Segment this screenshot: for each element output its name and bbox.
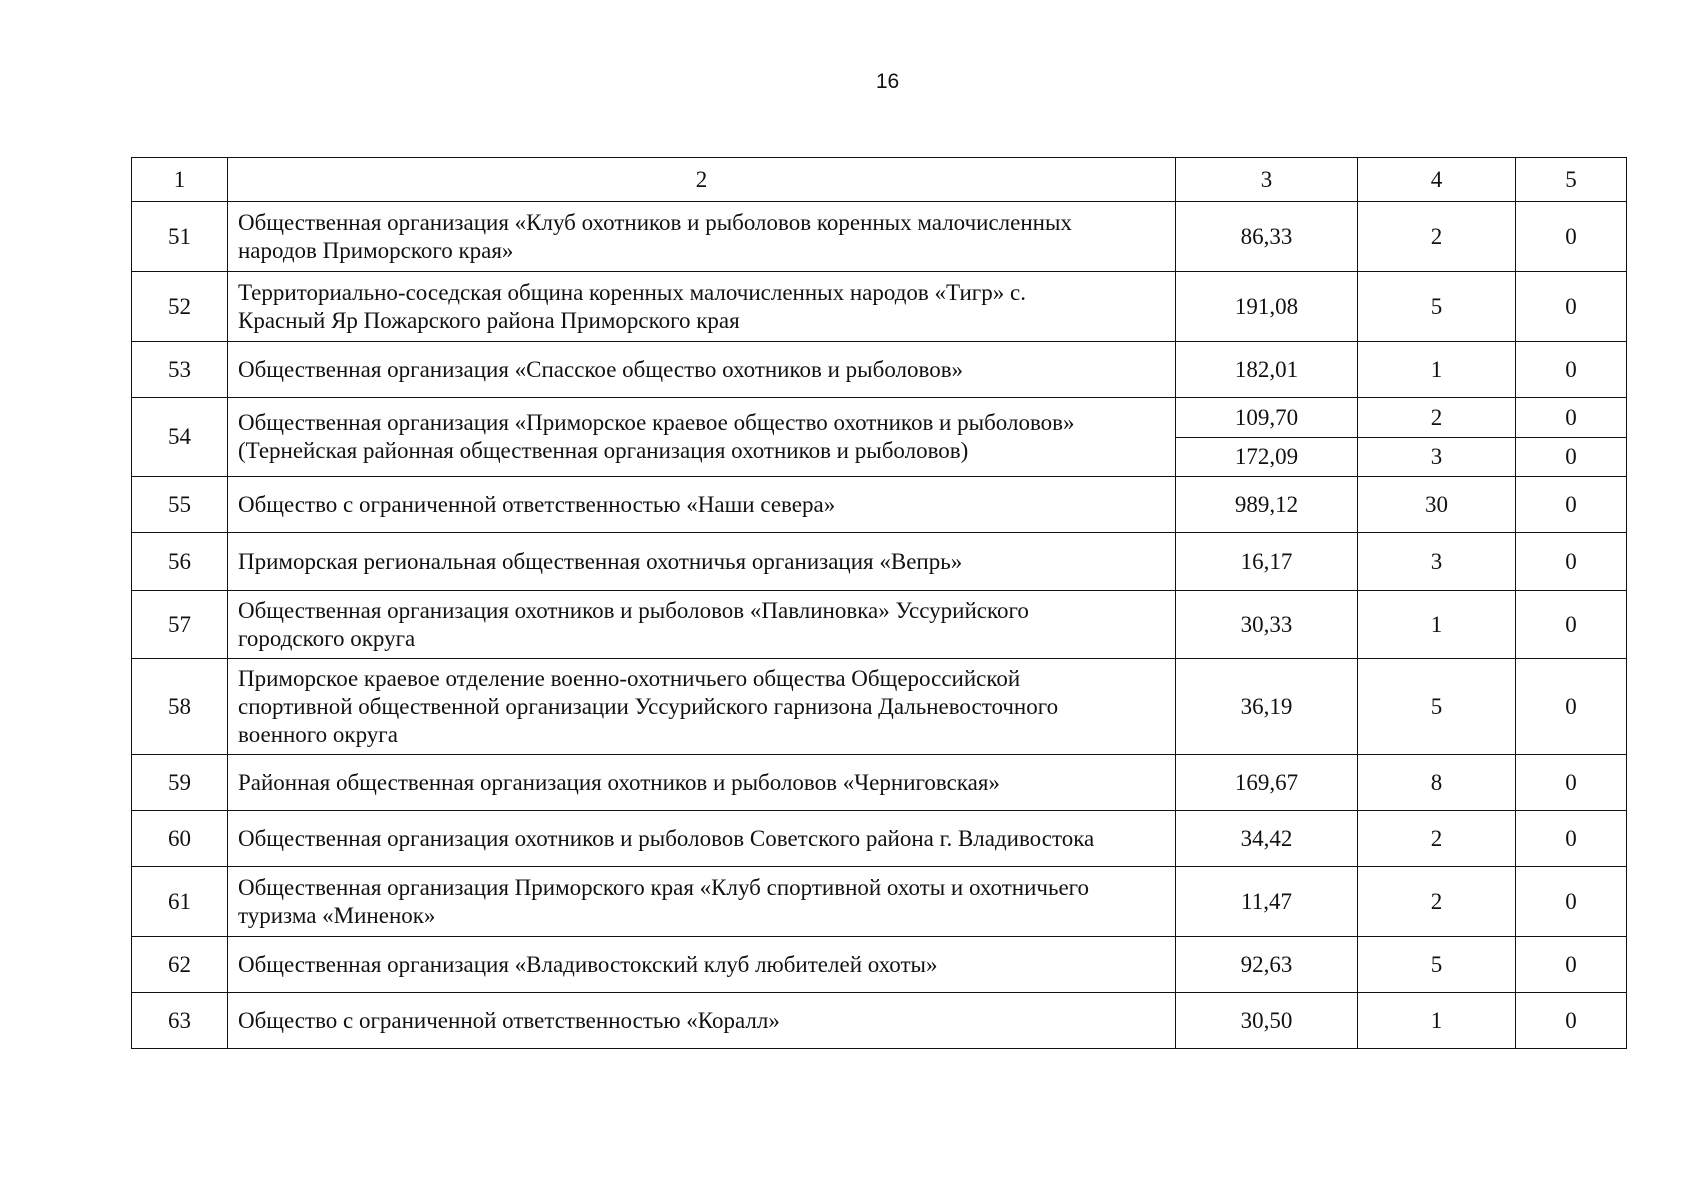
- table-row: [132, 342, 1627, 398]
- header-col-5: 5: [1516, 158, 1627, 202]
- organization-name-line: (Тернейская районная общественная организация охотников и рыболовов): [238, 438, 969, 463]
- organization-name: [228, 591, 1176, 659]
- table-row: [132, 993, 1627, 1049]
- organizations-table: [131, 157, 1627, 1049]
- col5-value: 0: [1516, 342, 1627, 398]
- organization-name-line: туризма «Миненок»: [238, 902, 436, 928]
- col5-value: 0: [1516, 398, 1627, 438]
- organization-name-line: Общественная организация «Спасское общество охотников и рыболовов»: [238, 356, 964, 382]
- organization-name: [228, 398, 1176, 477]
- col4-value: 2: [1358, 202, 1516, 272]
- col4-value: 1: [1358, 342, 1516, 398]
- organization-name-line: Общество с ограниченной ответственностью «Коралл»: [238, 1007, 780, 1033]
- header-col-3: 3: [1176, 158, 1358, 202]
- table-row: [132, 477, 1627, 533]
- col4-value: 2: [1358, 811, 1516, 867]
- table-row: [132, 202, 1627, 272]
- row-number: 57: [132, 591, 228, 659]
- col4-value: 3: [1358, 438, 1516, 477]
- organization-name-line: Общество с ограниченной ответственностью «Наши севера»: [238, 491, 836, 517]
- table-row: [132, 755, 1627, 811]
- col4-value: 5: [1358, 659, 1516, 755]
- col3-value: 16,17: [1176, 533, 1358, 591]
- row-number: 52: [132, 272, 228, 342]
- col4-value: 5: [1358, 272, 1516, 342]
- col5-value: 0: [1516, 993, 1627, 1049]
- row-number: 55: [132, 477, 228, 533]
- col5-value: 0: [1516, 591, 1627, 659]
- row-number: 60: [132, 811, 228, 867]
- table-header-row: [132, 158, 1627, 202]
- organization-name-line: Общественная организация охотников и рыболовов Советского района г. Владивостока: [238, 825, 1095, 851]
- col3-value: 86,33: [1176, 202, 1358, 272]
- table-row: [132, 811, 1627, 867]
- col3-value: 30,33: [1176, 591, 1358, 659]
- organization-name: [228, 477, 1176, 533]
- organization-name: [228, 755, 1176, 811]
- col4-value: 8: [1358, 755, 1516, 811]
- organization-name: [228, 533, 1176, 591]
- organization-name-line: Красный Яр Пожарского района Приморского края: [238, 307, 740, 333]
- organization-name: [228, 811, 1176, 867]
- col3-value: 182,01: [1176, 342, 1358, 398]
- organization-name: [228, 342, 1176, 398]
- organization-name-line: Приморское краевое отделение военно-охотничьего общества Общероссийской: [238, 665, 1021, 691]
- table-row: [132, 591, 1627, 659]
- col3-value: 172,09: [1176, 438, 1358, 477]
- col5-value: 0: [1516, 438, 1627, 477]
- organization-name-line: Общественная организация «Клуб охотников и рыболовов коренных малочисленных: [238, 209, 1072, 235]
- table-row: [132, 533, 1627, 591]
- organization-name-line: спортивной общественной организации Уссурийского гарнизона Дальневосточного: [238, 693, 1059, 719]
- row-number: 62: [132, 937, 228, 993]
- organization-name: [228, 659, 1176, 755]
- col5-value: 0: [1516, 937, 1627, 993]
- organization-name-line: Территориально-соседская община коренных малочисленных народов «Тигр» с.: [238, 279, 1026, 305]
- col5-value: 0: [1516, 867, 1627, 937]
- col5-value: 0: [1516, 272, 1627, 342]
- page-number: 16: [875, 70, 900, 93]
- col5-value: 0: [1516, 477, 1627, 533]
- row-number: 59: [132, 755, 228, 811]
- organization-name: [228, 867, 1176, 937]
- col4-value: 1: [1358, 591, 1516, 659]
- col3-value: 11,47: [1176, 867, 1358, 937]
- table-row: [132, 659, 1627, 755]
- row-number: 61: [132, 867, 228, 937]
- organization-name-line: Районная общественная организация охотников и рыболовов «Черниговская»: [238, 769, 1000, 795]
- table-row: [132, 937, 1627, 993]
- organization-name: [228, 937, 1176, 993]
- row-number: 54: [132, 398, 228, 477]
- col3-value: 30,50: [1176, 993, 1358, 1049]
- organization-name-line: городского округа: [238, 625, 416, 651]
- col5-value: 0: [1516, 659, 1627, 755]
- header-col-1: 1: [132, 158, 228, 202]
- header-col-4: 4: [1358, 158, 1516, 202]
- col3-value: 191,08: [1176, 272, 1358, 342]
- col5-value: 0: [1516, 811, 1627, 867]
- row-number: 51: [132, 202, 228, 272]
- organization-name-line: военного округа: [238, 721, 398, 747]
- organization-name: [228, 272, 1176, 342]
- col4-value: 30: [1358, 477, 1516, 533]
- table-row: [132, 867, 1627, 937]
- organization-name-line: Общественная организация охотников и рыболовов «Павлиновка» Уссурийского: [238, 597, 1029, 623]
- col5-value: 0: [1516, 533, 1627, 591]
- col4-value: 2: [1358, 398, 1516, 438]
- col4-value: 2: [1358, 867, 1516, 937]
- col5-value: 0: [1516, 202, 1627, 272]
- col3-value: 92,63: [1176, 937, 1358, 993]
- organization-name: [228, 202, 1176, 272]
- organization-name-line: Приморская региональная общественная охотничья организация «Вепрь»: [238, 548, 963, 574]
- row-number: 63: [132, 993, 228, 1049]
- row-number: 56: [132, 533, 228, 591]
- col4-value: 1: [1358, 993, 1516, 1049]
- row-number: 53: [132, 342, 228, 398]
- col3-value: 109,70: [1176, 398, 1358, 438]
- organization-name-line: Общественная организация «Приморское краевое общество охотников и рыболовов»: [238, 410, 1075, 435]
- organization-name: [228, 993, 1176, 1049]
- col3-value: 169,67: [1176, 755, 1358, 811]
- organization-name-line: народов Приморского края»: [238, 237, 514, 263]
- header-col-2: 2: [228, 158, 1176, 202]
- col4-value: 5: [1358, 937, 1516, 993]
- col3-value: 34,42: [1176, 811, 1358, 867]
- col4-value: 3: [1358, 533, 1516, 591]
- organization-name-line: Общественная организация Приморского края «Клуб спортивной охоты и охотничьего: [238, 874, 1090, 900]
- organization-name-line: Общественная организация «Владивостокский клуб любителей охоты»: [238, 951, 938, 977]
- table-row: [132, 398, 1627, 438]
- col5-value: 0: [1516, 755, 1627, 811]
- row-number: 58: [132, 659, 228, 755]
- col3-value: 989,12: [1176, 477, 1358, 533]
- col3-value: 36,19: [1176, 659, 1358, 755]
- table-row: [132, 272, 1627, 342]
